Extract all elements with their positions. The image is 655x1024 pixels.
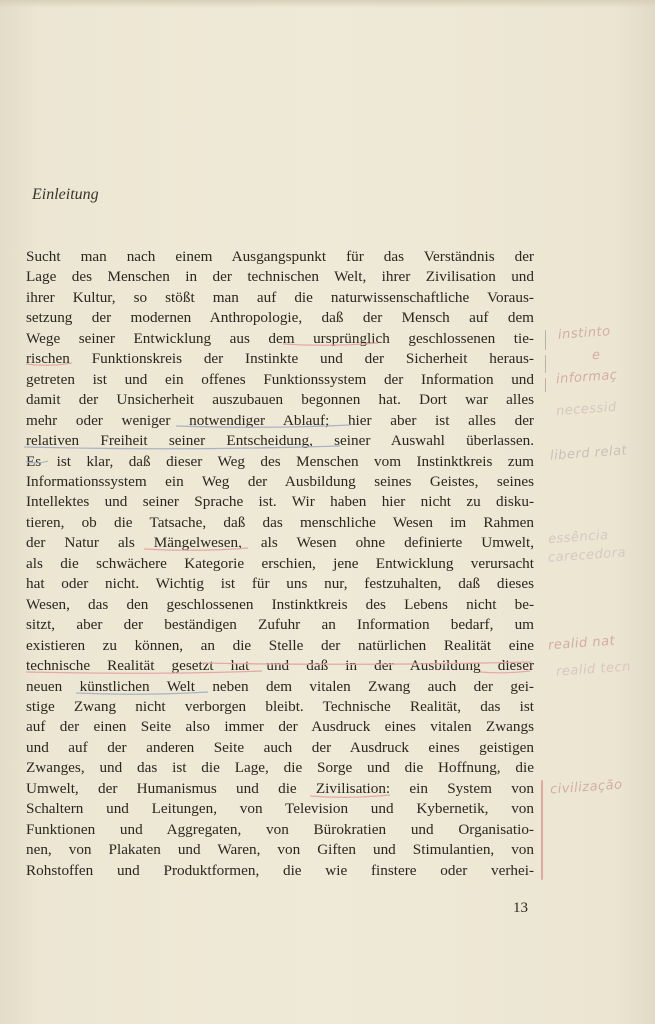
margin-bar-3: [545, 378, 546, 392]
margin-bar-1: [545, 330, 546, 350]
margin-note-realid-tecn: realid tecn: [555, 659, 632, 680]
body-line: Rohstoffen und Produktformen, die wie finstere oder verhei-: [26, 861, 534, 879]
body-line: Schaltern und Leitungen, von Television und Kybernetik, von: [26, 800, 534, 818]
margin-note-carecedora: carecedora: [547, 545, 627, 566]
margin-bar-red: [541, 780, 543, 880]
body-line: ihrer Kultur, so stößt man auf die naturwissenschaftliche Voraus-: [26, 288, 534, 306]
body-line: Informationssystem ein Weg der Ausbildung seines Geistes, seines: [26, 472, 534, 490]
margin-note-informac: informaç: [555, 367, 618, 388]
body-line: neuen künstlichen Welt neben dem vitalen Zwang auch der gei-: [26, 677, 534, 695]
body-line: und auf der anderen Seite auch der Ausdruck eines geistigen: [26, 738, 534, 756]
margin-bar-2: [545, 355, 546, 373]
underline-technische: [26, 671, 262, 673]
body-line: nen, von Plakaten und Waren, von Giften und Stimulantien, von: [26, 841, 534, 859]
body-line: hat oder nicht. Wichtig ist für uns nur, festzuhalten, daß dieses: [26, 575, 534, 593]
body-line: Umwelt, der Humanismus und die Zivilisation: ein System von: [26, 779, 534, 797]
body-line: existieren zu können, an die Stelle der natürlichen Realität eine: [26, 636, 534, 654]
body-line: damit der Unsicherheit auszubauen begonnen hat. Dort war alles: [26, 391, 534, 409]
underline-dieser: [480, 671, 530, 673]
margin-note-essencia: essência: [547, 527, 609, 548]
margin-note-realid-nat: realid nat: [547, 633, 616, 654]
body-line: sitzt, aber der beständigen Zufuhr an Information bedarf, um: [26, 616, 534, 634]
body-line: als die schwächere Kategorie erschien, jene Entwicklung verursacht: [26, 554, 534, 572]
body-line: getreten ist und ein offenes Funktionssystem der Information und: [26, 370, 534, 388]
underline-ursprunglich: [283, 343, 378, 345]
underline-relativen: [24, 446, 340, 449]
body-line: setzung der modernen Anthropologie, daß der Mensch auf dem: [26, 309, 534, 327]
underline-kunstlichen: [76, 692, 208, 694]
underline-es: [26, 461, 48, 463]
body-line: Zwanges, und das ist die Lage, die Sorge und die Hoffnung, die: [26, 759, 534, 777]
margin-note-liberd: liberd relat: [549, 443, 628, 464]
body-line: Wege seiner Entwicklung aus dem ursprünglich geschlossenen tie-: [26, 329, 534, 347]
page-number: 13: [513, 900, 528, 916]
body-line: Es ist klar, daß dieser Weg des Menschen vom Instinktkreis zum: [26, 452, 534, 470]
body-line: rischen Funktionskreis der Instinkte und der Sicherheit heraus-: [26, 350, 534, 368]
margin-note-necessid: necessid: [555, 399, 618, 420]
underline-rischen: [26, 363, 72, 365]
body-line: Sucht man nach einem Ausgangspunkt für das Verständnis der: [26, 248, 534, 265]
body-line: stige Zwang nicht verborgen bleibt. Technische Realität, das ist: [26, 697, 534, 715]
margin-note-instinto: instinto: [557, 324, 612, 343]
body-line: Intellektes und seiner Sprache ist. Wir haben hier nicht zu disku-: [26, 493, 534, 511]
body-line: mehr oder weniger notwendiger Ablauf; hier aber ist alles der: [26, 411, 534, 429]
underline-mangelwesen: [144, 548, 248, 550]
body-line: Funktionen und Aggregaten, von Bürokratien und Organisatio-: [26, 820, 534, 838]
chapter-heading: Einleitung: [32, 186, 99, 203]
underline-notwendiger: [176, 425, 350, 427]
body-line: tieren, ob die Tatsache, daß das menschliche Wesen im Rahmen: [26, 513, 534, 531]
underline-zivilisation: [310, 795, 390, 797]
margin-note-civilizacao: civilização: [549, 777, 624, 798]
underline-stelle: [202, 662, 532, 664]
body-line: Lage des Menschen in der technischen Welt, ihrer Zivilisation und: [26, 268, 534, 286]
body-line: technische Realität gesetzt hat und daß in der Ausbildung dieser: [26, 657, 534, 675]
body-line: Wesen, das den geschlossenen Instinktkreis des Lebens nicht be-: [26, 595, 534, 613]
body-line: der Natur als Mängelwesen, als Wesen ohne definierte Umwelt,: [26, 534, 534, 552]
margin-note-e1: e: [591, 347, 602, 364]
body-line: auf der einen Seite also immer der Ausdruck eines vitalen Zwangs: [26, 718, 534, 736]
body-line: relativen Freiheit seiner Entscheidung, seiner Auswahl überlassen.: [26, 432, 534, 450]
